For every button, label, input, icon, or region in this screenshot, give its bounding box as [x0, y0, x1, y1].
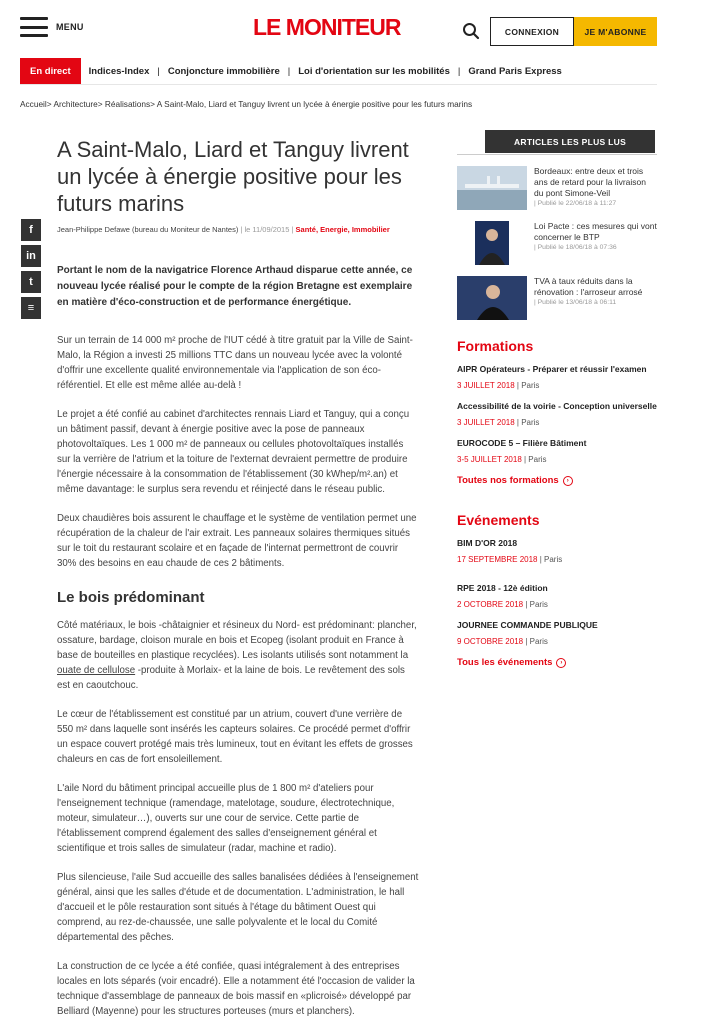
- site-logo[interactable]: LE MONITEUR: [253, 14, 401, 40]
- site-header: [0, 0, 701, 60]
- event-item[interactable]: [457, 620, 657, 649]
- sidebar: [457, 130, 657, 668]
- link-ouate-cellulose[interactable]: ouate de cellulose: [57, 665, 136, 676]
- nav-link-conjoncture[interactable]: Conjoncture immobilière: [167, 65, 280, 77]
- event-item[interactable]: [457, 538, 657, 567]
- breadcrumb: Accueil> Architecture> Réalisations> A Saint-Malo, Liard et Tanguy livrent un lycée à énergie positive pour les futurs marins: [20, 99, 473, 109]
- formation-title[interactable]: Accessibilité de la voirie - Conception universelle: [457, 401, 657, 411]
- breadcrumb-item-realisations[interactable]: Réalisations: [104, 99, 151, 109]
- all-formations-link[interactable]: Toutes nos formations ›: [457, 475, 657, 486]
- main-nav: [20, 58, 570, 84]
- nav-divider: [20, 84, 657, 85]
- article-paragraph: L'aile Nord du bâtiment principal accueille plus de 1 800 m² d'ateliers pour l'enseignement technique (ramendage, matelotage, soudure, électrotechnique, moteur, simulateur…), ouverts sur une cour de service. Cette partie de l'établissement comprend également des salles d'enseignement général et scientifique et trois salles de simulateur (radar, machine et radio).: [57, 783, 395, 854]
- event-place: | Paris: [523, 600, 548, 609]
- most-read-item[interactable]: [457, 221, 657, 265]
- article-paragraph: Plus silencieuse, l'aile Sud accueille des salles banalisées dédiées à l'enseignement général, ainsi que les salles d'étude et de documentation. L'administration, le hall d'accueil et le pôle restauration sont situés à l'étage du bâtiment Ouest qui comprend, au rez-de-chaussée, une salle polyvalente et le local du Comité départemental des pêches.: [57, 872, 419, 943]
- hamburger-icon: [20, 17, 48, 37]
- most-read-header: ARTICLES LES PLUS LUS: [485, 130, 655, 153]
- article-paragraph: La construction de ce lycée a été confiée, quasi intégralement à des entreprises locales en lots séparés (voir encadré). Elle a notamment été l'occasion de valider la technique d'assemblage de panneaux de bois massif en «plicroisé» développé par Belliard (Mayenne) pour les structures porteuses (murs et planchers).: [57, 961, 415, 1017]
- subscribe-button[interactable]: JE M'ABONNE: [574, 17, 657, 46]
- arrow-right-icon: ›: [556, 658, 566, 668]
- tag-energie[interactable]: Energie,: [320, 225, 350, 234]
- event-date: 17 SEPTEMBRE 2018: [457, 555, 538, 564]
- formation-title[interactable]: AIPR Opérateurs - Préparer et réussir l'examen: [457, 364, 647, 374]
- article-paragraph: Deux chaudières bois assurent le chauffage et le système de ventilation permet une récupération de la chaleur de l'air extrait. Les panneaux solaires thermiques situés sur le toit du restaurant scolaire et en façade de l'internat permettront de couvrir 30% des besoins en eau chaude de ces 2 bâtiments.: [57, 513, 417, 569]
- formation-title[interactable]: EUROCODE 5 – Filière Bâtiment: [457, 438, 587, 448]
- most-read-date: | Publié le 13/06/18 à 06:11: [534, 299, 617, 306]
- linkedin-icon[interactable]: in: [21, 245, 41, 267]
- minister-thumbnail: [457, 276, 527, 320]
- breadcrumb-item-accueil[interactable]: Accueil: [20, 99, 47, 109]
- most-read-divider: [457, 154, 657, 155]
- article-paragraph: Le projet a été confié au cabinet d'architectes rennais Liard et Tanguy, qui a conçu un bâtiment passif, devant à énergie positive avec la pose de panneaux photovoltaïques. Les 1 000 m² de panneaux ou cellules photovoltaïques installés sur la verrière de l'atrium et la toiture de l'externat devraient permettre de produire l'énergie nécessaire à la consommation de l'établissement (30 kWhep/m².an) et même davantage: le surplus sera revendu et réinjecté dans le réseau public.: [57, 409, 410, 495]
- most-read-item[interactable]: [457, 276, 657, 320]
- login-button[interactable]: CONNEXION: [490, 17, 574, 46]
- formation-place: | Paris: [514, 381, 540, 390]
- formation-date: 3-5 JUILLET 2018: [457, 455, 522, 464]
- nav-link-grand-paris[interactable]: Grand Paris Express: [468, 65, 562, 77]
- event-date: 9 OCTOBRE 2018: [457, 637, 524, 646]
- event-item[interactable]: [457, 583, 657, 612]
- most-read-item[interactable]: [457, 166, 657, 210]
- formation-item[interactable]: [457, 438, 657, 467]
- events-title: Evénements: [457, 512, 540, 528]
- most-read-title[interactable]: TVA à taux réduits dans la rénovation : l'arroseur arrosé: [534, 276, 643, 297]
- twitter-icon[interactable]: t: [21, 271, 41, 293]
- event-date: 2 OCTOBRE 2018: [457, 600, 524, 609]
- bridge-thumbnail: [457, 166, 527, 210]
- most-read-date: | Publié le 18/06/18 à 07:36: [534, 244, 617, 251]
- event-title[interactable]: RPE 2018 - 12è édition: [457, 583, 548, 593]
- article-paragraph: Le cœur de l'établissement est constitué par un atrium, couvert d'une verrière de 550 m² dans laquelle sont insérés les capteurs solaires. Ce procédé permet d'offrir un espace couvert protégé mais très lumineux, tout en évitant les effets de grosses chaleurs en cas de fort ensoleillement.: [57, 709, 413, 765]
- article-byline: Jean-Philippe Defawe (bureau du Moniteur de Nantes) | le 11/09/2015 | Santé, Energie, Immobilier: [57, 225, 390, 234]
- social-share-bar: [21, 219, 41, 323]
- article-lead: Portant le nom de la navigatrice Florence Arthaud disparue cette année, ce nouveau lycée réalisé pour le compte de la région Bretagne est exemplaire en matière d'éco-construction et de performance énergétique.: [57, 265, 413, 308]
- article-paragraph: Sur un terrain de 14 000 m² proche de l'IUT cédé à titre gratuit par la Ville de Saint-Malo, la Région a investi 25 millions TTC dans un nouveau lycée avec la volonté d'offrir une excellente qualité environnementale via l'application de son éco-référentiel. Et elle est même allée au-delà !: [57, 335, 413, 391]
- article-paragraph: Côté matériaux, le bois -châtaignier et résineux du Nord- est prédominant: plancher, ossature, bardage, cloison murale en bois et Ecopeg (isolant produit en France à base de bouteilles en plastique recyclées). Les isolants utilisés sont notamment la ouate de cellulose -produite à Morlaix- et la laine de bois. Le revêtement des sols est en caoutchouc.: [57, 620, 417, 691]
- tag-sante[interactable]: Santé,: [295, 225, 319, 234]
- comment-icon[interactable]: ≡: [21, 297, 41, 319]
- nav-link-indices[interactable]: Indices-Index: [88, 65, 150, 77]
- menu-label: MENU: [56, 22, 84, 32]
- formation-date: 3 JUILLET 2018: [457, 418, 515, 427]
- minister-thumbnail: [457, 221, 527, 265]
- arrow-right-icon: ›: [563, 476, 573, 486]
- formation-place: | Paris: [521, 455, 547, 464]
- most-read-date: | Publié le 22/06/18 à 11:27: [534, 200, 617, 207]
- article-title: A Saint-Malo, Liard et Tanguy livrent un lycée à énergie positive pour les futurs marins: [57, 137, 409, 216]
- all-events-link[interactable]: Tous les événements ›: [457, 657, 657, 668]
- search-icon[interactable]: [462, 22, 480, 40]
- most-read-title[interactable]: Loi Pacte : ces mesures qui vont concerner le BTP: [534, 221, 657, 242]
- facebook-icon[interactable]: f: [21, 219, 41, 241]
- nav-separator: |: [457, 65, 461, 77]
- nav-separator: |: [287, 65, 291, 77]
- nav-link-loi-mobilites[interactable]: Loi d'orientation sur les mobilités: [298, 65, 450, 77]
- menu-button[interactable]: [20, 17, 84, 37]
- formation-place: | Paris: [514, 418, 540, 427]
- tag-immobilier[interactable]: Immobilier: [351, 225, 390, 234]
- article-date: le 11/09/2015: [244, 225, 290, 234]
- event-title[interactable]: JOURNEE COMMANDE PUBLIQUE: [457, 620, 598, 630]
- formation-item[interactable]: [457, 401, 657, 430]
- article-subhead: Le bois prédominant: [57, 589, 205, 606]
- article: [57, 136, 419, 1024]
- event-title[interactable]: BIM D'OR 2018: [457, 538, 518, 548]
- live-badge[interactable]: En direct: [20, 58, 81, 84]
- event-place: | Paris: [537, 555, 563, 564]
- formation-item[interactable]: [457, 364, 657, 393]
- formation-date: 3 JUILLET 2018: [457, 381, 515, 390]
- article-author: Jean-Philippe Defawe (bureau du Moniteur de Nantes): [57, 225, 239, 234]
- breadcrumb-item-current: A Saint-Malo, Liard et Tanguy livrent un lycée à énergie positive pour les futurs marins: [156, 99, 473, 109]
- nav-separator: |: [157, 65, 160, 77]
- formations-title: Formations: [457, 338, 534, 354]
- event-place: | Paris: [523, 637, 548, 646]
- breadcrumb-item-architecture[interactable]: Architecture: [53, 99, 98, 109]
- most-read-title[interactable]: Bordeaux: entre deux et trois ans de retard pour la livraison du pont Simone-Veil: [534, 166, 646, 198]
